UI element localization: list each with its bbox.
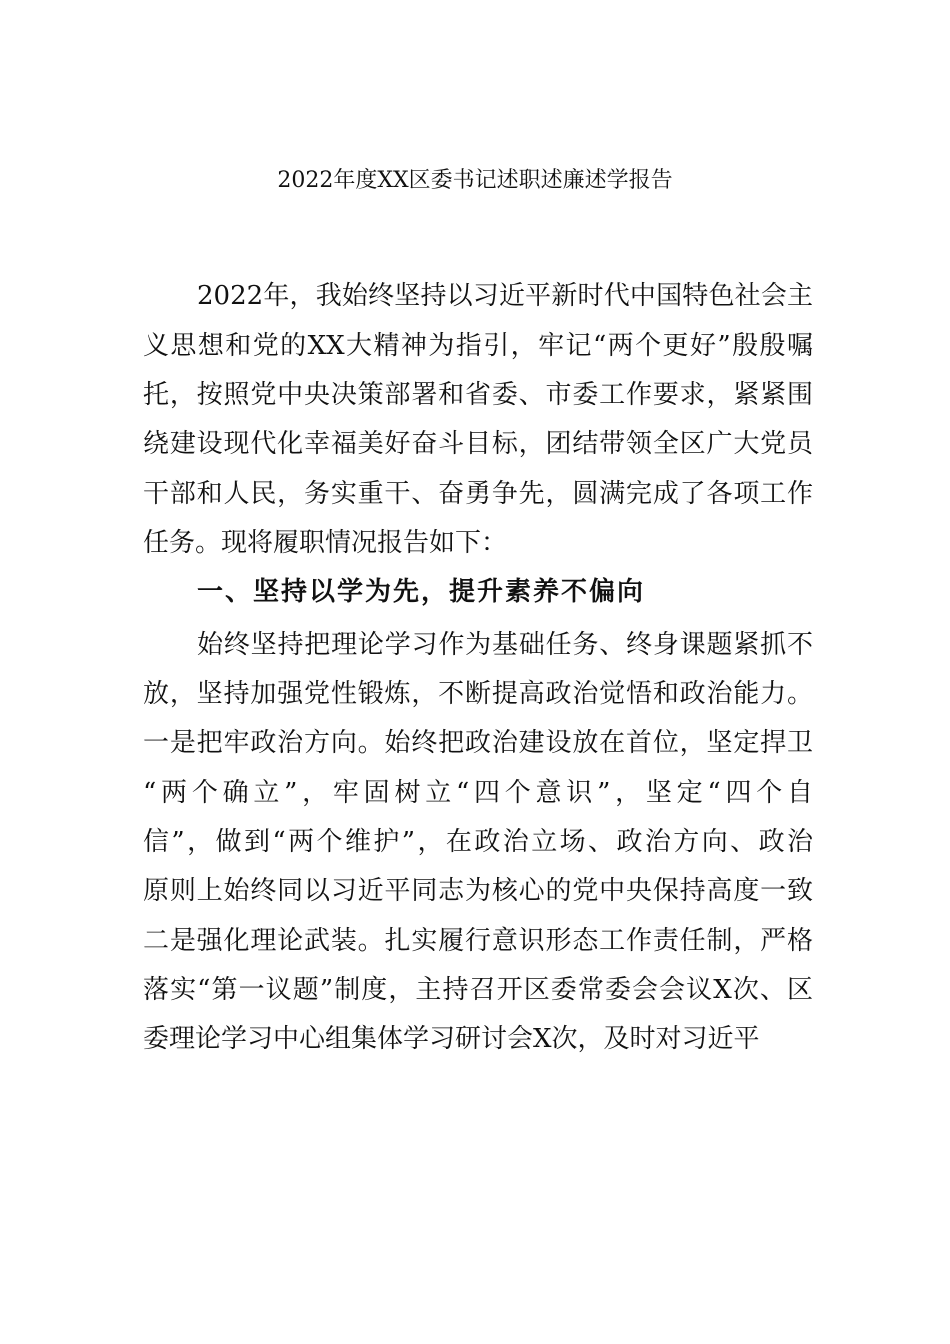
paragraph-line: 委理论学习中心组集体学习研讨会X次，及时对习近平 bbox=[143, 1024, 760, 1054]
paragraph-line: 二是强化理论武装。扎实履行意识形态工作责任制，严格 bbox=[143, 926, 813, 956]
paragraph-line: 干部和人民，务实重干、奋勇争先，圆满完成了各项工作 bbox=[143, 479, 813, 509]
paragraph-line: 绕建设现代化幸福美好奋斗目标，团结带领全区广大党员 bbox=[143, 429, 813, 459]
paragraph-line: 托，按照党中央决策部署和省委、市委工作要求，紧紧围 bbox=[143, 380, 813, 410]
paragraph-line: 任务。现将履职情况报告如下： bbox=[143, 528, 508, 558]
paragraph-line: 义思想和党的XX大精神为指引，牢记“两个更好”殷殷嘱 bbox=[143, 331, 813, 361]
section-heading: 一、坚持以学为先，提升素养不偏向 bbox=[197, 577, 646, 607]
paragraph-line: 信”，做到“两个维护”，在政治立场、政治方向、政治 bbox=[143, 827, 813, 857]
paragraph-line: 放，坚持加强党性锻炼，不断提高政治觉悟和政治能力。 bbox=[143, 679, 813, 709]
paragraph-line: 一是把牢政治方向。始终把政治建设放在首位，坚定捍卫 bbox=[143, 728, 813, 758]
paragraph-line: 2022年，我始终坚持以习近平新时代中国特色社会主 bbox=[197, 281, 813, 311]
paragraph-line: 始终坚持把理论学习作为基础任务、终身课题紧抓不 bbox=[197, 630, 813, 660]
document-title: 2022年度XX区委书记述职述廉述学报告 bbox=[277, 168, 673, 193]
paragraph-line: “两个确立”，牢固树立“四个意识”，坚定“四个自 bbox=[143, 778, 813, 808]
paragraph-line: 落实“第一议题”制度，主持召开区委常委会会议X次、区 bbox=[143, 975, 813, 1005]
paragraph-line: 原则上始终同以习近平同志为核心的党中央保持高度一致 bbox=[143, 876, 813, 906]
